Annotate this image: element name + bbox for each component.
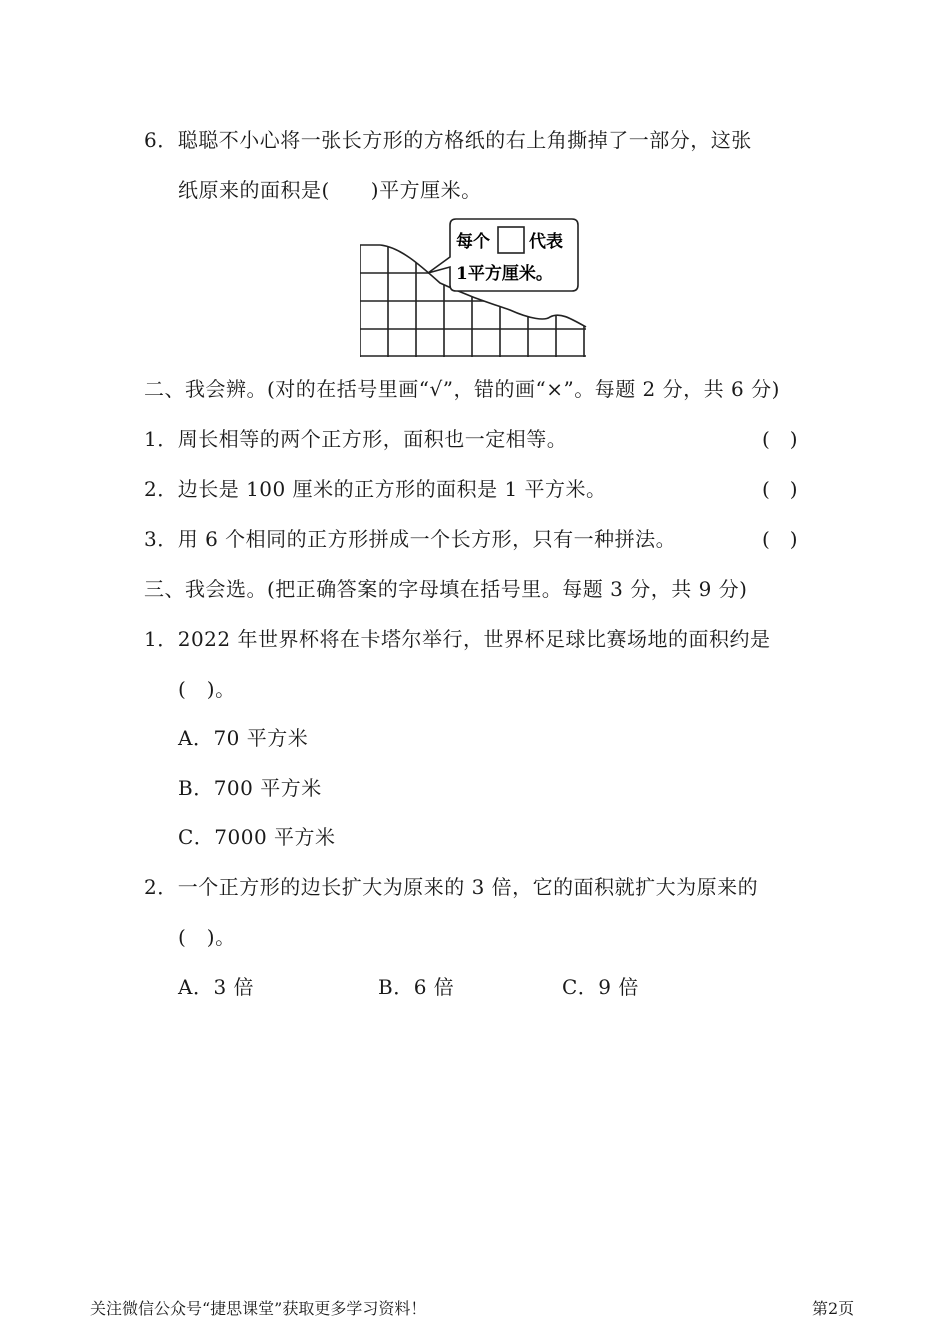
- q6-line2: 纸原来的面积是( )平方厘米。: [178, 178, 482, 202]
- section2-heading: 二、我会辨。(对的在括号里画“√”，错的画“×”。每题 2 分，共 6 分): [144, 377, 780, 401]
- bubble-text-each: 每个: [456, 232, 490, 252]
- choice-q1-line1: 1．2022 年世界杯将在卡塔尔举行，世界杯足球比赛场地的面积约是: [144, 627, 771, 651]
- choice-q1-option-b[interactable]: B．700 平方米: [178, 776, 322, 800]
- q6-line1: 6．聪聪不小心将一张长方形的方格纸的右上角撕掉了一部分，这张: [144, 128, 752, 152]
- choice-q1-option-a[interactable]: A．70 平方米: [178, 726, 309, 750]
- choice-q2-line2: ( )。: [178, 925, 236, 949]
- bubble-text-unit: 1平方厘米。: [456, 264, 553, 284]
- torn-grid-figure: [360, 215, 590, 360]
- bubble-text-represents: 代表: [529, 232, 563, 252]
- choice-q2-option-a[interactable]: A．3 倍: [178, 975, 255, 999]
- footer-promo: 关注微信公众号“捷思课堂”获取更多学习资料！: [90, 1299, 427, 1318]
- answer-paren-2[interactable]: ( ): [762, 477, 798, 501]
- judge-item-3: 3．用 6 个相同的正方形拼成一个长方形，只有一种拼法。: [144, 527, 677, 551]
- answer-paren-1[interactable]: ( ): [762, 427, 798, 451]
- unit-square-icon: [498, 227, 524, 253]
- choice-q2-option-c[interactable]: C．9 倍: [562, 975, 639, 999]
- judge-item-1: 1．周长相等的两个正方形，面积也一定相等。: [144, 427, 568, 451]
- choice-q2-line1: 2．一个正方形的边长扩大为原来的 3 倍，它的面积就扩大为原来的: [144, 875, 759, 899]
- judge-item-2: 2．边长是 100 厘米的正方形的面积是 1 平方米。: [144, 477, 607, 501]
- choice-q1-option-c[interactable]: C．7000 平方米: [178, 825, 336, 849]
- choice-q1-line2: ( )。: [178, 677, 236, 701]
- choice-q2-option-b[interactable]: B．6 倍: [378, 975, 455, 999]
- page-number: 第2页: [812, 1299, 855, 1318]
- answer-paren-3[interactable]: ( ): [762, 527, 798, 551]
- section3-heading: 三、我会选。(把正确答案的字母填在括号里。每题 3 分，共 9 分): [144, 577, 748, 601]
